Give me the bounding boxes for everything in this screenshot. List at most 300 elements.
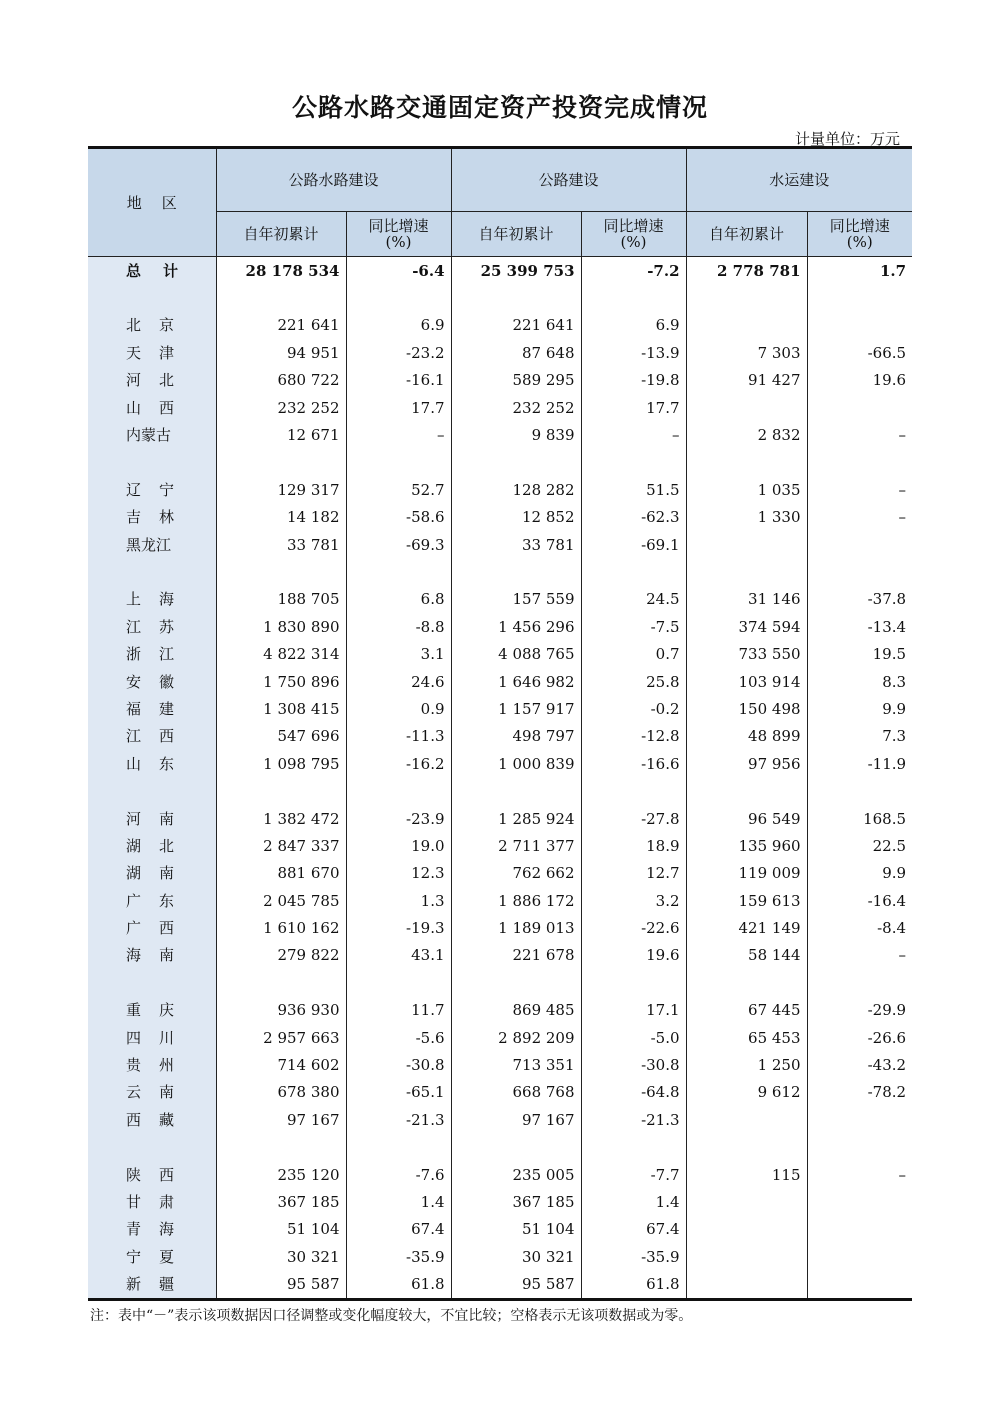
growth-cell: -23.9 <box>346 805 451 832</box>
cumulative-cell <box>686 284 807 311</box>
cumulative-cell: 678 380 <box>216 1079 346 1106</box>
growth-cell: 1.4 <box>346 1188 451 1215</box>
cumulative-cell: 589 295 <box>451 367 581 394</box>
growth-cell: -64.8 <box>581 1079 686 1106</box>
cumulative-cell: 762 662 <box>451 860 581 887</box>
cumulative-cell <box>451 1134 581 1161</box>
growth-cell: – <box>807 421 912 448</box>
subheader-growth: 同比增速 (%) <box>346 212 451 257</box>
growth-cell: 18.9 <box>581 832 686 859</box>
growth-cell: -22.6 <box>581 914 686 941</box>
growth-cell <box>807 969 912 996</box>
cumulative-cell: 25 399 753 <box>451 257 581 285</box>
growth-cell: -21.3 <box>581 1106 686 1133</box>
table-row <box>88 832 912 859</box>
cumulative-cell: 881 670 <box>216 860 346 887</box>
growth-cell: -66.5 <box>807 339 912 366</box>
cumulative-cell: 97 956 <box>686 750 807 777</box>
growth-cell: -13.9 <box>581 339 686 366</box>
growth-cell: 61.8 <box>581 1270 686 1299</box>
cumulative-cell: 28 178 534 <box>216 257 346 285</box>
cumulative-cell <box>686 558 807 585</box>
cumulative-cell: 91 427 <box>686 367 807 394</box>
cumulative-cell: 4 822 314 <box>216 640 346 667</box>
table-row <box>88 1024 912 1051</box>
growth-cell <box>346 449 451 476</box>
cumulative-cell: 30 321 <box>216 1243 346 1270</box>
table-row <box>88 613 912 640</box>
cumulative-cell <box>686 1270 807 1299</box>
cumulative-cell: 9 612 <box>686 1079 807 1106</box>
growth-cell: 25.8 <box>581 668 686 695</box>
cumulative-cell: 103 914 <box>686 668 807 695</box>
table-row <box>88 312 912 339</box>
growth-cell: – <box>581 421 686 448</box>
subheader-growth: 同比增速 (%) <box>581 212 686 257</box>
growth-cell <box>807 1243 912 1270</box>
growth-cell: 61.8 <box>346 1270 451 1299</box>
cumulative-cell: 96 549 <box>686 805 807 832</box>
region-cell: 河南 <box>88 805 216 832</box>
growth-cell: -78.2 <box>807 1079 912 1106</box>
growth-cell: 3.2 <box>581 887 686 914</box>
region-cell: 海南 <box>88 942 216 969</box>
table-row <box>88 586 912 613</box>
cumulative-cell <box>451 558 581 585</box>
growth-cell: – <box>807 504 912 531</box>
cumulative-cell: 936 930 <box>216 997 346 1024</box>
cumulative-cell: 1 750 896 <box>216 668 346 695</box>
table-row <box>88 668 912 695</box>
growth-cell: -29.9 <box>807 997 912 1024</box>
cumulative-cell <box>686 394 807 421</box>
cumulative-cell: 2 847 337 <box>216 832 346 859</box>
cumulative-cell: 2 832 <box>686 421 807 448</box>
region-cell: 宁夏 <box>88 1243 216 1270</box>
region-cell <box>88 558 216 585</box>
region-cell: 山西 <box>88 394 216 421</box>
cumulative-cell: 221 641 <box>451 312 581 339</box>
cumulative-cell: 135 960 <box>686 832 807 859</box>
table-row <box>88 367 912 394</box>
growth-cell: 19.6 <box>807 367 912 394</box>
growth-cell: -7.2 <box>581 257 686 285</box>
region-cell: 湖南 <box>88 860 216 887</box>
spacer-row <box>88 449 912 476</box>
region-cell: 云南 <box>88 1079 216 1106</box>
growth-cell <box>346 284 451 311</box>
growth-cell: -5.0 <box>581 1024 686 1051</box>
footnote: 注：表中“－”表示该项数据因口径调整或变化幅度较大，不宜比较；空格表示无该项数据或为零。 <box>90 1308 693 1324</box>
region-cell: 广东 <box>88 887 216 914</box>
cumulative-cell: 547 696 <box>216 723 346 750</box>
cumulative-cell: 2 711 377 <box>451 832 581 859</box>
growth-cell: -27.8 <box>581 805 686 832</box>
growth-cell: -19.8 <box>581 367 686 394</box>
cumulative-cell <box>451 284 581 311</box>
unit-label: 计量单位：万元 <box>794 130 900 148</box>
growth-cell <box>807 777 912 804</box>
growth-cell: -65.1 <box>346 1079 451 1106</box>
growth-cell: 6.8 <box>346 586 451 613</box>
region-cell <box>88 777 216 804</box>
table-row <box>88 997 912 1024</box>
growth-cell <box>807 394 912 421</box>
cumulative-cell: 94 951 <box>216 339 346 366</box>
total-row <box>88 257 912 285</box>
cumulative-cell: 1 308 415 <box>216 695 346 722</box>
growth-cell: -37.8 <box>807 586 912 613</box>
cumulative-cell: 1 330 <box>686 504 807 531</box>
cumulative-cell: 129 317 <box>216 476 346 503</box>
cumulative-cell: 51 104 <box>216 1216 346 1243</box>
cumulative-cell <box>216 969 346 996</box>
growth-cell: 8.3 <box>807 668 912 695</box>
region-cell: 新疆 <box>88 1270 216 1299</box>
growth-cell: -23.2 <box>346 339 451 366</box>
table-row <box>88 723 912 750</box>
region-cell: 浙江 <box>88 640 216 667</box>
table-row <box>88 339 912 366</box>
growth-cell: 9.9 <box>807 860 912 887</box>
page-title: 公路水路交通固定资产投资完成情况 <box>291 93 708 122</box>
growth-cell: -7.5 <box>581 613 686 640</box>
cumulative-cell: 1 189 013 <box>451 914 581 941</box>
growth-cell: -69.3 <box>346 531 451 558</box>
table-row <box>88 1188 912 1215</box>
cumulative-cell: 1 646 982 <box>451 668 581 695</box>
growth-cell: -8.4 <box>807 914 912 941</box>
growth-cell: 19.5 <box>807 640 912 667</box>
cumulative-cell: 1 456 296 <box>451 613 581 640</box>
cumulative-cell: 235 005 <box>451 1161 581 1188</box>
cumulative-cell: 12 671 <box>216 421 346 448</box>
investment-table <box>88 146 912 1301</box>
growth-cell: 24.6 <box>346 668 451 695</box>
growth-cell: -13.4 <box>807 613 912 640</box>
table-row <box>88 1106 912 1133</box>
cumulative-cell: 97 167 <box>216 1106 346 1133</box>
cumulative-cell: 51 104 <box>451 1216 581 1243</box>
cumulative-cell: 115 <box>686 1161 807 1188</box>
cumulative-cell <box>686 1243 807 1270</box>
growth-cell: 12.7 <box>581 860 686 887</box>
cumulative-cell: 159 613 <box>686 887 807 914</box>
region-cell: 重庆 <box>88 997 216 1024</box>
region-cell: 陕西 <box>88 1161 216 1188</box>
region-cell: 辽宁 <box>88 476 216 503</box>
region-cell <box>88 284 216 311</box>
cumulative-cell: 95 587 <box>451 1270 581 1299</box>
spacer-row <box>88 1134 912 1161</box>
cumulative-cell: 1 610 162 <box>216 914 346 941</box>
growth-cell: -35.9 <box>346 1243 451 1270</box>
table-row <box>88 1079 912 1106</box>
cumulative-cell: 48 899 <box>686 723 807 750</box>
table-row <box>88 1051 912 1078</box>
table-row <box>88 887 912 914</box>
growth-cell: -26.6 <box>807 1024 912 1051</box>
growth-cell <box>346 1134 451 1161</box>
cumulative-cell: 150 498 <box>686 695 807 722</box>
table-row <box>88 860 912 887</box>
cumulative-cell: 2 957 663 <box>216 1024 346 1051</box>
cumulative-cell: 421 149 <box>686 914 807 941</box>
cumulative-cell <box>216 558 346 585</box>
growth-cell: -21.3 <box>346 1106 451 1133</box>
growth-cell: -11.3 <box>346 723 451 750</box>
region-cell: 安徽 <box>88 668 216 695</box>
cumulative-cell: 1 000 839 <box>451 750 581 777</box>
growth-cell: -16.6 <box>581 750 686 777</box>
cumulative-cell <box>686 1134 807 1161</box>
growth-cell: – <box>807 1161 912 1188</box>
table-row <box>88 942 912 969</box>
region-cell: 江西 <box>88 723 216 750</box>
growth-cell: 6.9 <box>346 312 451 339</box>
region-cell: 四川 <box>88 1024 216 1051</box>
growth-cell: 52.7 <box>346 476 451 503</box>
cumulative-cell: 1 250 <box>686 1051 807 1078</box>
cumulative-cell <box>451 777 581 804</box>
spacer-row <box>88 284 912 311</box>
growth-cell: 51.5 <box>581 476 686 503</box>
group-header-total: 公路水路建设 <box>216 148 451 212</box>
growth-cell <box>346 777 451 804</box>
region-cell: 内蒙古 <box>88 421 216 448</box>
group-header-waterway: 水运建设 <box>686 148 912 212</box>
growth-cell <box>807 284 912 311</box>
growth-cell: 11.7 <box>346 997 451 1024</box>
growth-cell: 9.9 <box>807 695 912 722</box>
growth-cell <box>581 777 686 804</box>
table-body <box>88 257 912 1300</box>
cumulative-cell <box>686 1216 807 1243</box>
growth-cell: -7.6 <box>346 1161 451 1188</box>
cumulative-cell: 374 594 <box>686 613 807 640</box>
region-cell <box>88 1134 216 1161</box>
growth-cell: -58.6 <box>346 504 451 531</box>
cumulative-cell: 221 641 <box>216 312 346 339</box>
growth-cell: -69.1 <box>581 531 686 558</box>
growth-cell: 6.9 <box>581 312 686 339</box>
cumulative-cell: 1 382 472 <box>216 805 346 832</box>
growth-cell: 17.1 <box>581 997 686 1024</box>
cumulative-cell: 235 120 <box>216 1161 346 1188</box>
growth-cell: – <box>807 942 912 969</box>
growth-cell <box>807 1106 912 1133</box>
growth-cell: – <box>807 476 912 503</box>
cumulative-cell: 7 303 <box>686 339 807 366</box>
spacer-row <box>88 969 912 996</box>
table-row <box>88 394 912 421</box>
cumulative-cell: 367 185 <box>216 1188 346 1215</box>
cumulative-cell <box>451 449 581 476</box>
growth-cell: 17.7 <box>581 394 686 421</box>
growth-cell <box>807 1188 912 1215</box>
growth-cell: 1.7 <box>807 257 912 285</box>
growth-cell <box>807 1134 912 1161</box>
table-row <box>88 805 912 832</box>
growth-cell: 22.5 <box>807 832 912 859</box>
cumulative-cell: 157 559 <box>451 586 581 613</box>
cumulative-cell: 367 185 <box>451 1188 581 1215</box>
growth-cell <box>807 1270 912 1299</box>
growth-cell: -16.4 <box>807 887 912 914</box>
region-cell: 上海 <box>88 586 216 613</box>
cumulative-cell: 119 009 <box>686 860 807 887</box>
cumulative-cell: 14 182 <box>216 504 346 531</box>
growth-cell: 24.5 <box>581 586 686 613</box>
cumulative-cell: 232 252 <box>216 394 346 421</box>
growth-cell: -19.3 <box>346 914 451 941</box>
cumulative-cell <box>686 312 807 339</box>
region-cell <box>88 449 216 476</box>
table-row <box>88 640 912 667</box>
growth-cell: 12.3 <box>346 860 451 887</box>
growth-cell <box>346 558 451 585</box>
cumulative-cell: 65 453 <box>686 1024 807 1051</box>
cumulative-cell: 97 167 <box>451 1106 581 1133</box>
region-cell: 西藏 <box>88 1106 216 1133</box>
table-row <box>88 1216 912 1243</box>
cumulative-cell: 2 045 785 <box>216 887 346 914</box>
table-row <box>88 476 912 503</box>
cumulative-cell: 67 445 <box>686 997 807 1024</box>
growth-cell: -30.8 <box>581 1051 686 1078</box>
spacer-row <box>88 558 912 585</box>
region-cell: 山东 <box>88 750 216 777</box>
table-row <box>88 1270 912 1299</box>
table-row <box>88 750 912 777</box>
cumulative-cell: 232 252 <box>451 394 581 421</box>
growth-cell: -0.2 <box>581 695 686 722</box>
region-cell: 天津 <box>88 339 216 366</box>
growth-cell: 3.1 <box>346 640 451 667</box>
table-row <box>88 695 912 722</box>
subheader-cumulative: 自年初累计 <box>686 212 807 257</box>
cumulative-cell: 31 146 <box>686 586 807 613</box>
growth-cell: -5.6 <box>346 1024 451 1051</box>
cumulative-cell <box>686 969 807 996</box>
growth-cell: -12.8 <box>581 723 686 750</box>
region-header: 地区 <box>88 148 216 257</box>
cumulative-cell <box>686 777 807 804</box>
growth-cell: -6.4 <box>346 257 451 285</box>
cumulative-cell: 221 678 <box>451 942 581 969</box>
cumulative-cell: 128 282 <box>451 476 581 503</box>
cumulative-cell: 1 035 <box>686 476 807 503</box>
growth-cell: 43.1 <box>346 942 451 969</box>
growth-cell <box>807 558 912 585</box>
cumulative-cell: 1 830 890 <box>216 613 346 640</box>
growth-cell: 67.4 <box>346 1216 451 1243</box>
cumulative-cell <box>216 777 346 804</box>
region-cell: 总计 <box>88 257 216 285</box>
cumulative-cell: 87 648 <box>451 339 581 366</box>
region-cell: 黑龙江 <box>88 531 216 558</box>
growth-cell <box>581 284 686 311</box>
growth-cell: – <box>346 421 451 448</box>
region-cell: 广西 <box>88 914 216 941</box>
growth-cell <box>807 531 912 558</box>
growth-cell: 17.7 <box>346 394 451 421</box>
growth-cell <box>581 969 686 996</box>
growth-cell: 0.7 <box>581 640 686 667</box>
growth-cell: -16.2 <box>346 750 451 777</box>
table-row <box>88 504 912 531</box>
cumulative-cell: 1 285 924 <box>451 805 581 832</box>
subheader-cumulative: 自年初累计 <box>216 212 346 257</box>
region-cell: 青海 <box>88 1216 216 1243</box>
growth-cell: -11.9 <box>807 750 912 777</box>
cumulative-cell: 869 485 <box>451 997 581 1024</box>
table-row <box>88 421 912 448</box>
region-cell: 吉林 <box>88 504 216 531</box>
cumulative-cell: 1 886 172 <box>451 887 581 914</box>
cumulative-cell: 1 157 917 <box>451 695 581 722</box>
growth-cell: 1.3 <box>346 887 451 914</box>
region-cell <box>88 969 216 996</box>
region-cell: 贵州 <box>88 1051 216 1078</box>
subheader-cumulative: 自年初累计 <box>451 212 581 257</box>
cumulative-cell <box>686 1106 807 1133</box>
cumulative-cell: 668 768 <box>451 1079 581 1106</box>
cumulative-cell <box>216 449 346 476</box>
growth-cell: -62.3 <box>581 504 686 531</box>
growth-cell <box>581 558 686 585</box>
cumulative-cell: 33 781 <box>216 531 346 558</box>
growth-cell: 0.9 <box>346 695 451 722</box>
growth-cell: -43.2 <box>807 1051 912 1078</box>
cumulative-cell <box>216 1134 346 1161</box>
region-cell: 河北 <box>88 367 216 394</box>
region-cell: 甘肃 <box>88 1188 216 1215</box>
cumulative-cell: 733 550 <box>686 640 807 667</box>
cumulative-cell: 95 587 <box>216 1270 346 1299</box>
growth-cell <box>807 449 912 476</box>
table-row <box>88 1243 912 1270</box>
cumulative-cell: 680 722 <box>216 367 346 394</box>
growth-cell <box>581 449 686 476</box>
growth-cell: -8.8 <box>346 613 451 640</box>
cumulative-cell: 498 797 <box>451 723 581 750</box>
cumulative-cell: 2 778 781 <box>686 257 807 285</box>
region-cell: 北京 <box>88 312 216 339</box>
cumulative-cell: 713 351 <box>451 1051 581 1078</box>
growth-cell: 168.5 <box>807 805 912 832</box>
subheader-growth: 同比增速 (%) <box>807 212 912 257</box>
cumulative-cell: 58 144 <box>686 942 807 969</box>
cumulative-cell: 30 321 <box>451 1243 581 1270</box>
cumulative-cell: 188 705 <box>216 586 346 613</box>
cumulative-cell: 279 822 <box>216 942 346 969</box>
cumulative-cell <box>216 284 346 311</box>
growth-cell: 7.3 <box>807 723 912 750</box>
cumulative-cell <box>451 969 581 996</box>
cumulative-cell: 1 098 795 <box>216 750 346 777</box>
region-cell: 江苏 <box>88 613 216 640</box>
growth-cell <box>346 969 451 996</box>
cumulative-cell: 2 892 209 <box>451 1024 581 1051</box>
table-row <box>88 914 912 941</box>
growth-cell <box>807 312 912 339</box>
growth-cell: 1.4 <box>581 1188 686 1215</box>
cumulative-cell <box>686 1188 807 1215</box>
growth-cell: 67.4 <box>581 1216 686 1243</box>
cumulative-cell: 714 602 <box>216 1051 346 1078</box>
growth-cell <box>807 1216 912 1243</box>
